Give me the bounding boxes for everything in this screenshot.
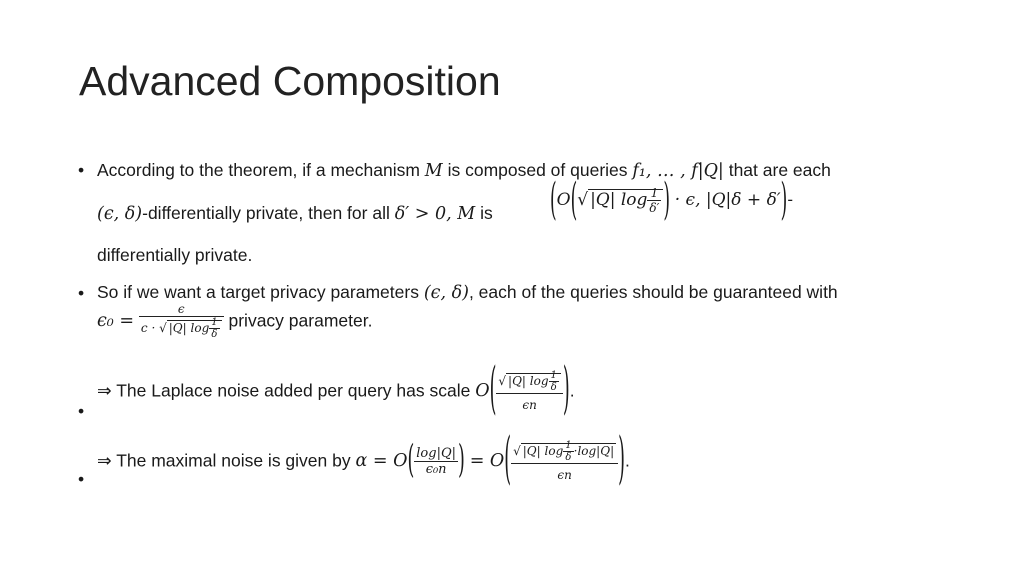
text-run: ⇒ The maximal noise is given by [97, 450, 356, 471]
text-run: , each of the queries should be guaranteed with [468, 282, 838, 302]
math-eq: = O [469, 451, 505, 471]
text-run: that are each [723, 160, 831, 180]
frac-num: 1 [650, 186, 659, 200]
math-fraction [549, 370, 559, 393]
math-fraction [496, 370, 563, 412]
frac-num: √ |Q| log $\frac{1}{\delta}$ [496, 370, 563, 393]
frac-num: √ |Q| log $\frac{1}{\delta}$ ·log|Q| [513, 440, 615, 463]
bullet-2-line-2 [97, 302, 372, 340]
bullet-marker: • [78, 283, 85, 303]
text-run: According to the theorem, if a mechanism [97, 160, 425, 180]
sqrt-tail: ·log|Q| [573, 444, 615, 458]
math-fraction [563, 440, 573, 463]
frac-den: c · √ |Q| log $\frac{1}{\delta}$ [139, 316, 224, 340]
sqrt-body: |Q| log [522, 444, 564, 458]
text-run: . [624, 450, 630, 471]
text-run: . [569, 380, 575, 401]
bullet-1-formula: (O(√ |Q| log $\frac{1}{\delta'}$ ) · ϵ, |Q|δ + δ′)- [550, 174, 793, 227]
text-run: is composed of queries [442, 160, 633, 180]
math-sqrt [506, 370, 561, 393]
sqrt-body: |Q| log [508, 374, 549, 388]
sqrt-body: |Q| log [590, 190, 648, 210]
frac-den: δ′ [649, 201, 660, 215]
frac-den: δ [209, 328, 219, 340]
math-alpha: α = O [355, 451, 408, 471]
math-big-o: O [556, 190, 571, 210]
bullet-4-line: ⇒ The maximal noise is given by α = O( $\frac{\log|Q|}{\text{ϵ₀n}}$ ) = O( √ |Q| log $\frac{1}{\delta}$ ·log|Q| ϵn ). [97, 429, 630, 493]
math-big-o: O [475, 381, 490, 401]
math-queries: f₁, … , f|Q| [632, 161, 724, 181]
text-run: - [787, 190, 793, 209]
slide-title: Advanced Composition [79, 58, 501, 104]
frac-den: δ [563, 451, 573, 463]
bullet-marker: • [78, 160, 85, 180]
frac-den: ϵn [511, 463, 618, 482]
math-fraction [647, 186, 661, 215]
frac-num: 1 [565, 440, 572, 451]
text-run: is [475, 203, 493, 223]
text-run: ⇒ The Laplace noise added per query has scale [97, 380, 476, 401]
frac-num: log|Q| [416, 445, 456, 461]
math-eps0: ϵ₀ = [97, 311, 135, 331]
frac-den: ϵ₀n [414, 461, 458, 477]
sqrt-body: |Q| log [168, 321, 210, 335]
bullet-1-line-1 [97, 160, 831, 181]
bullet-1-line-2 [97, 203, 493, 224]
text-run: -differentially private, then for all [142, 203, 395, 223]
frac-num: 1 [550, 370, 557, 381]
bullet-marker: • [78, 469, 85, 489]
frac-den: δ [549, 381, 559, 393]
text-run: privacy parameter. [228, 310, 373, 331]
bullet-1-line-3: differentially private. [97, 245, 253, 265]
math-eps-delta: (ϵ, δ) [423, 283, 469, 303]
den-c: c · [140, 321, 156, 335]
math-sqrt [588, 186, 663, 215]
bullet-marker: • [78, 401, 85, 421]
frac-num: 1 [211, 317, 218, 328]
math-fraction [414, 446, 458, 477]
frac-num: ϵ [177, 302, 185, 316]
math-sqrt [521, 440, 616, 463]
math-fraction [511, 440, 618, 482]
bullet-3-line: ⇒ The Laplace noise added per query has scale O( √ |Q| log $\frac{1}{\delta}$ ϵn ). [97, 359, 575, 423]
math-tail: · ϵ, |Q|δ + δ′ [674, 190, 781, 210]
math-condition: δ′ > 0, M [394, 204, 476, 224]
math-eps-delta: (ϵ, δ) [97, 204, 143, 224]
bullet-2-line-1 [97, 282, 838, 303]
frac-den: ϵn [496, 393, 563, 412]
text-run: So if we want a target privacy parameters [97, 282, 424, 302]
math-mechanism: M [424, 161, 443, 181]
math-fraction [209, 317, 219, 340]
math-fraction [139, 302, 224, 340]
